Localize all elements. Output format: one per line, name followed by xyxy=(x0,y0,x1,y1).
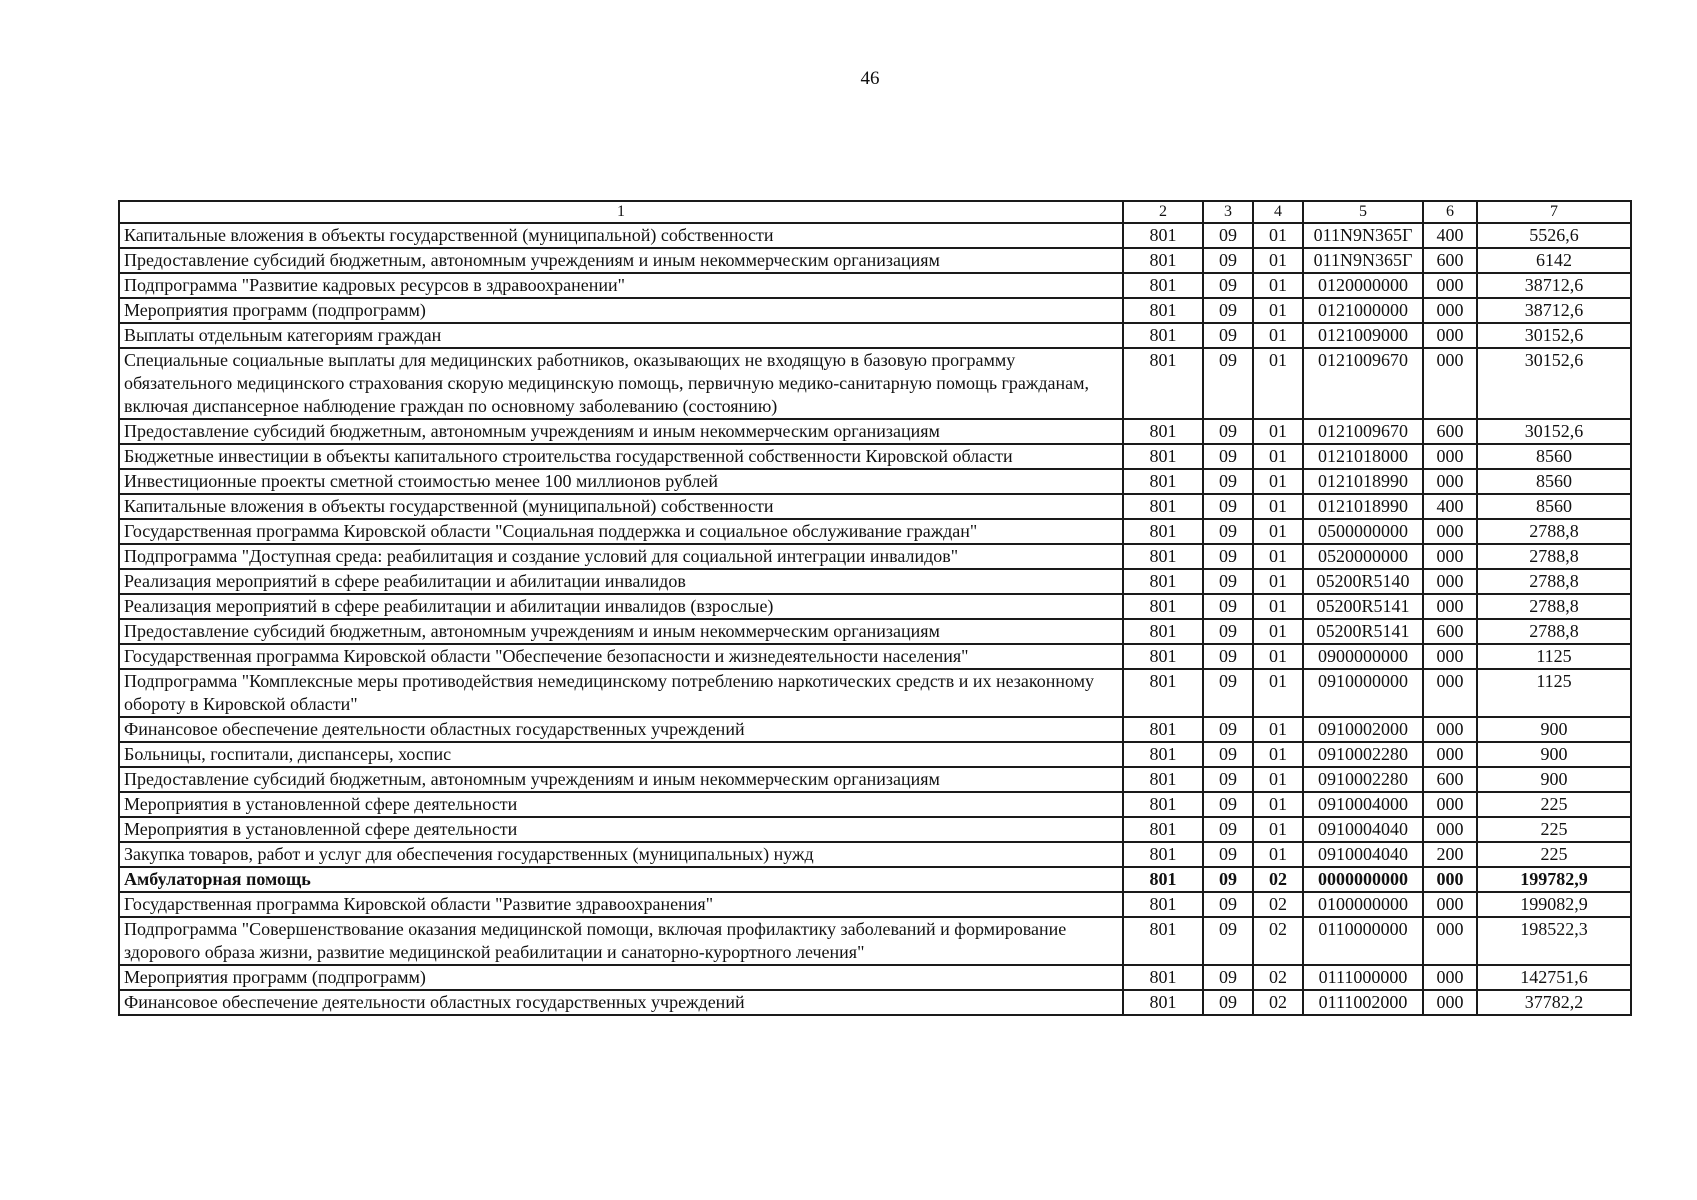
code-cell-6: 000 xyxy=(1423,544,1477,569)
code-cell-6: 000 xyxy=(1423,348,1477,419)
code-cell-3: 09 xyxy=(1203,348,1253,419)
header-row xyxy=(119,201,1631,223)
table-row xyxy=(119,867,1631,892)
amount-cell: 199782,9 xyxy=(1477,867,1631,892)
code-cell-5: 0121009670 xyxy=(1303,419,1423,444)
code-cell-4: 01 xyxy=(1253,842,1303,867)
table-row xyxy=(119,348,1631,419)
code-cell-5: 0121000000 xyxy=(1303,298,1423,323)
code-cell-3: 09 xyxy=(1203,842,1253,867)
code-cell-4: 02 xyxy=(1253,892,1303,917)
code-cell-6: 000 xyxy=(1423,519,1477,544)
code-cell-3: 09 xyxy=(1203,544,1253,569)
code-cell-3: 09 xyxy=(1203,323,1253,348)
row-name-cell: Закупка товаров, работ и услуг для обеспечения государственных (муниципальных) нужд xyxy=(119,842,1123,867)
code-cell-3: 09 xyxy=(1203,965,1253,990)
code-cell-6: 000 xyxy=(1423,990,1477,1015)
amount-cell: 2788,8 xyxy=(1477,619,1631,644)
row-name-cell: Мероприятия программ (подпрограмм) xyxy=(119,965,1123,990)
code-cell-2: 801 xyxy=(1123,419,1203,444)
code-cell-3: 09 xyxy=(1203,248,1253,273)
code-cell-2: 801 xyxy=(1123,223,1203,248)
code-cell-6: 000 xyxy=(1423,298,1477,323)
code-cell-3: 09 xyxy=(1203,444,1253,469)
amount-cell: 5526,6 xyxy=(1477,223,1631,248)
code-cell-2: 801 xyxy=(1123,594,1203,619)
column-header: 5 xyxy=(1303,201,1423,223)
amount-cell: 1125 xyxy=(1477,644,1631,669)
code-cell-4: 01 xyxy=(1253,273,1303,298)
code-cell-2: 801 xyxy=(1123,348,1203,419)
column-header: 1 xyxy=(119,201,1123,223)
code-cell-4: 01 xyxy=(1253,717,1303,742)
code-cell-4: 02 xyxy=(1253,990,1303,1015)
code-cell-5: 0121018990 xyxy=(1303,494,1423,519)
code-cell-5: 05200R5140 xyxy=(1303,569,1423,594)
code-cell-5: 0900000000 xyxy=(1303,644,1423,669)
code-cell-4: 01 xyxy=(1253,544,1303,569)
amount-cell: 30152,6 xyxy=(1477,348,1631,419)
budget-table xyxy=(118,200,1632,1016)
code-cell-4: 02 xyxy=(1253,867,1303,892)
code-cell-4: 01 xyxy=(1253,223,1303,248)
code-cell-5: 0520000000 xyxy=(1303,544,1423,569)
code-cell-2: 801 xyxy=(1123,669,1203,717)
code-cell-3: 09 xyxy=(1203,990,1253,1015)
table-row xyxy=(119,594,1631,619)
column-header: 3 xyxy=(1203,201,1253,223)
code-cell-2: 801 xyxy=(1123,544,1203,569)
code-cell-5: 011N9N365Г xyxy=(1303,223,1423,248)
amount-cell: 142751,6 xyxy=(1477,965,1631,990)
page-number: 46 xyxy=(860,68,880,89)
code-cell-3: 09 xyxy=(1203,742,1253,767)
code-cell-2: 801 xyxy=(1123,717,1203,742)
table-row xyxy=(119,917,1631,965)
code-cell-3: 09 xyxy=(1203,298,1253,323)
code-cell-6: 000 xyxy=(1423,594,1477,619)
amount-cell: 8560 xyxy=(1477,469,1631,494)
table-row xyxy=(119,892,1631,917)
code-cell-2: 801 xyxy=(1123,867,1203,892)
code-cell-5: 0910000000 xyxy=(1303,669,1423,717)
code-cell-4: 01 xyxy=(1253,419,1303,444)
row-name-cell: Подпрограмма "Комплексные меры противодействия немедицинскому потреблению наркотических средств и их незаконному обороту в Кировской области" xyxy=(119,669,1123,717)
table-row xyxy=(119,273,1631,298)
column-header: 4 xyxy=(1253,201,1303,223)
code-cell-4: 01 xyxy=(1253,298,1303,323)
amount-cell: 38712,6 xyxy=(1477,273,1631,298)
code-cell-5: 0910002000 xyxy=(1303,717,1423,742)
code-cell-2: 801 xyxy=(1123,323,1203,348)
row-name-cell: Больницы, госпитали, диспансеры, хоспис xyxy=(119,742,1123,767)
code-cell-3: 09 xyxy=(1203,223,1253,248)
table-row xyxy=(119,990,1631,1015)
code-cell-4: 01 xyxy=(1253,792,1303,817)
code-cell-2: 801 xyxy=(1123,469,1203,494)
code-cell-2: 801 xyxy=(1123,644,1203,669)
code-cell-4: 01 xyxy=(1253,248,1303,273)
code-cell-4: 01 xyxy=(1253,444,1303,469)
code-cell-4: 01 xyxy=(1253,619,1303,644)
code-cell-4: 01 xyxy=(1253,742,1303,767)
code-cell-5: 0500000000 xyxy=(1303,519,1423,544)
code-cell-6: 000 xyxy=(1423,892,1477,917)
code-cell-2: 801 xyxy=(1123,792,1203,817)
amount-cell: 38712,6 xyxy=(1477,298,1631,323)
row-name-cell: Капитальные вложения в объекты государственной (муниципальной) собственности xyxy=(119,494,1123,519)
code-cell-6: 000 xyxy=(1423,323,1477,348)
amount-cell: 900 xyxy=(1477,717,1631,742)
code-cell-5: 0121018000 xyxy=(1303,444,1423,469)
code-cell-2: 801 xyxy=(1123,892,1203,917)
code-cell-2: 801 xyxy=(1123,817,1203,842)
row-name-cell: Реализация мероприятий в сфере реабилитации и абилитации инвалидов (взрослые) xyxy=(119,594,1123,619)
code-cell-5: 0910002280 xyxy=(1303,767,1423,792)
code-cell-6: 000 xyxy=(1423,917,1477,965)
code-cell-2: 801 xyxy=(1123,990,1203,1015)
code-cell-6: 200 xyxy=(1423,842,1477,867)
code-cell-3: 09 xyxy=(1203,273,1253,298)
table-row xyxy=(119,248,1631,273)
code-cell-5: 0910002280 xyxy=(1303,742,1423,767)
code-cell-3: 09 xyxy=(1203,917,1253,965)
table-row xyxy=(119,792,1631,817)
code-cell-3: 09 xyxy=(1203,767,1253,792)
code-cell-2: 801 xyxy=(1123,965,1203,990)
code-cell-6: 000 xyxy=(1423,444,1477,469)
code-cell-3: 09 xyxy=(1203,494,1253,519)
code-cell-5: 0100000000 xyxy=(1303,892,1423,917)
row-name-cell: Предоставление субсидий бюджетным, автономным учреждениям и иным некоммерческим организациям xyxy=(119,419,1123,444)
table-row xyxy=(119,619,1631,644)
code-cell-2: 801 xyxy=(1123,494,1203,519)
table-body xyxy=(119,223,1631,1015)
table-row xyxy=(119,298,1631,323)
amount-cell: 37782,2 xyxy=(1477,990,1631,1015)
code-cell-3: 09 xyxy=(1203,669,1253,717)
table-row xyxy=(119,965,1631,990)
code-cell-3: 09 xyxy=(1203,792,1253,817)
table-row xyxy=(119,323,1631,348)
code-cell-6: 400 xyxy=(1423,223,1477,248)
code-cell-5: 0910004000 xyxy=(1303,792,1423,817)
row-name-cell: Бюджетные инвестиции в объекты капитального строительства государственной собственности Кировской области xyxy=(119,444,1123,469)
code-cell-3: 09 xyxy=(1203,619,1253,644)
code-cell-2: 801 xyxy=(1123,569,1203,594)
code-cell-2: 801 xyxy=(1123,248,1203,273)
code-cell-6: 000 xyxy=(1423,867,1477,892)
amount-cell: 225 xyxy=(1477,842,1631,867)
code-cell-4: 01 xyxy=(1253,494,1303,519)
code-cell-5: 0910004040 xyxy=(1303,817,1423,842)
table-row xyxy=(119,669,1631,717)
table-row xyxy=(119,717,1631,742)
code-cell-5: 0111002000 xyxy=(1303,990,1423,1015)
row-name-cell: Специальные социальные выплаты для медицинских работников, оказывающих не входящую в базовую программу обязательного медицинского страхования скорую медицинскую помощь, первичную медико-санитарную помощь гражданам, включая диспансерное наблюдение граждан по основному заболеванию (состоянию) xyxy=(119,348,1123,419)
code-cell-4: 01 xyxy=(1253,767,1303,792)
code-cell-5: 05200R5141 xyxy=(1303,619,1423,644)
code-cell-3: 09 xyxy=(1203,594,1253,619)
code-cell-2: 801 xyxy=(1123,444,1203,469)
code-cell-5: 0111000000 xyxy=(1303,965,1423,990)
code-cell-2: 801 xyxy=(1123,842,1203,867)
code-cell-4: 01 xyxy=(1253,594,1303,619)
code-cell-6: 600 xyxy=(1423,767,1477,792)
code-cell-5: 05200R5141 xyxy=(1303,594,1423,619)
row-name-cell: Выплаты отдельным категориям граждан xyxy=(119,323,1123,348)
code-cell-6: 000 xyxy=(1423,792,1477,817)
code-cell-3: 09 xyxy=(1203,419,1253,444)
amount-cell: 1125 xyxy=(1477,669,1631,717)
code-cell-4: 01 xyxy=(1253,669,1303,717)
code-cell-6: 600 xyxy=(1423,619,1477,644)
code-cell-6: 000 xyxy=(1423,644,1477,669)
code-cell-6: 000 xyxy=(1423,469,1477,494)
code-cell-2: 801 xyxy=(1123,519,1203,544)
code-cell-6: 000 xyxy=(1423,273,1477,298)
amount-cell: 199082,9 xyxy=(1477,892,1631,917)
code-cell-6: 000 xyxy=(1423,817,1477,842)
code-cell-4: 01 xyxy=(1253,817,1303,842)
table-row xyxy=(119,444,1631,469)
row-name-cell: Предоставление субсидий бюджетным, автономным учреждениям и иным некоммерческим организациям xyxy=(119,619,1123,644)
code-cell-3: 09 xyxy=(1203,867,1253,892)
row-name-cell: Амбулаторная помощь xyxy=(119,867,1123,892)
code-cell-2: 801 xyxy=(1123,619,1203,644)
table-row xyxy=(119,767,1631,792)
code-cell-6: 600 xyxy=(1423,248,1477,273)
row-name-cell: Мероприятия в установленной сфере деятельности xyxy=(119,817,1123,842)
amount-cell: 225 xyxy=(1477,792,1631,817)
column-header: 6 xyxy=(1423,201,1477,223)
code-cell-6: 400 xyxy=(1423,494,1477,519)
code-cell-2: 801 xyxy=(1123,767,1203,792)
code-cell-4: 01 xyxy=(1253,519,1303,544)
column-header: 7 xyxy=(1477,201,1631,223)
code-cell-6: 000 xyxy=(1423,742,1477,767)
amount-cell: 2788,8 xyxy=(1477,519,1631,544)
code-cell-5: 0121009000 xyxy=(1303,323,1423,348)
table-row xyxy=(119,519,1631,544)
row-name-cell: Предоставление субсидий бюджетным, автономным учреждениям и иным некоммерческим организациям xyxy=(119,248,1123,273)
amount-cell: 198522,3 xyxy=(1477,917,1631,965)
code-cell-2: 801 xyxy=(1123,298,1203,323)
amount-cell: 2788,8 xyxy=(1477,594,1631,619)
code-cell-5: 0000000000 xyxy=(1303,867,1423,892)
code-cell-3: 09 xyxy=(1203,519,1253,544)
row-name-cell: Реализация мероприятий в сфере реабилитации и абилитации инвалидов xyxy=(119,569,1123,594)
amount-cell: 2788,8 xyxy=(1477,544,1631,569)
column-header: 2 xyxy=(1123,201,1203,223)
table-row xyxy=(119,817,1631,842)
code-cell-4: 01 xyxy=(1253,323,1303,348)
table-row xyxy=(119,419,1631,444)
table-row xyxy=(119,742,1631,767)
table-row xyxy=(119,469,1631,494)
row-name-cell: Подпрограмма "Развитие кадровых ресурсов в здравоохранении" xyxy=(119,273,1123,298)
amount-cell: 8560 xyxy=(1477,494,1631,519)
amount-cell: 8560 xyxy=(1477,444,1631,469)
code-cell-3: 09 xyxy=(1203,469,1253,494)
row-name-cell: Финансовое обеспечение деятельности областных государственных учреждений xyxy=(119,717,1123,742)
code-cell-4: 02 xyxy=(1253,917,1303,965)
code-cell-3: 09 xyxy=(1203,717,1253,742)
code-cell-6: 600 xyxy=(1423,419,1477,444)
code-cell-5: 0121009670 xyxy=(1303,348,1423,419)
code-cell-2: 801 xyxy=(1123,917,1203,965)
code-cell-3: 09 xyxy=(1203,817,1253,842)
amount-cell: 30152,6 xyxy=(1477,419,1631,444)
code-cell-5: 0910004040 xyxy=(1303,842,1423,867)
code-cell-3: 09 xyxy=(1203,569,1253,594)
code-cell-5: 0121018990 xyxy=(1303,469,1423,494)
code-cell-4: 01 xyxy=(1253,469,1303,494)
code-cell-6: 000 xyxy=(1423,717,1477,742)
code-cell-6: 000 xyxy=(1423,569,1477,594)
table-row xyxy=(119,494,1631,519)
amount-cell: 900 xyxy=(1477,742,1631,767)
code-cell-2: 801 xyxy=(1123,742,1203,767)
amount-cell: 6142 xyxy=(1477,248,1631,273)
amount-cell: 30152,6 xyxy=(1477,323,1631,348)
amount-cell: 900 xyxy=(1477,767,1631,792)
code-cell-5: 0120000000 xyxy=(1303,273,1423,298)
row-name-cell: Предоставление субсидий бюджетным, автономным учреждениям и иным некоммерческим организациям xyxy=(119,767,1123,792)
row-name-cell: Подпрограмма "Доступная среда: реабилитация и создание условий для социальной интеграции инвалидов" xyxy=(119,544,1123,569)
row-name-cell: Капитальные вложения в объекты государственной (муниципальной) собственности xyxy=(119,223,1123,248)
amount-cell: 2788,8 xyxy=(1477,569,1631,594)
code-cell-6: 000 xyxy=(1423,965,1477,990)
code-cell-4: 01 xyxy=(1253,644,1303,669)
code-cell-2: 801 xyxy=(1123,273,1203,298)
code-cell-5: 011N9N365Г xyxy=(1303,248,1423,273)
row-name-cell: Финансовое обеспечение деятельности областных государственных учреждений xyxy=(119,990,1123,1015)
code-cell-3: 09 xyxy=(1203,644,1253,669)
row-name-cell: Государственная программа Кировской области "Социальная поддержка и социальное обслуживание граждан" xyxy=(119,519,1123,544)
code-cell-4: 02 xyxy=(1253,965,1303,990)
code-cell-5: 0110000000 xyxy=(1303,917,1423,965)
table-row xyxy=(119,544,1631,569)
row-name-cell: Государственная программа Кировской области "Обеспечение безопасности и жизнедеятельности населения" xyxy=(119,644,1123,669)
row-name-cell: Государственная программа Кировской области "Развитие здравоохранения" xyxy=(119,892,1123,917)
row-name-cell: Инвестиционные проекты сметной стоимостью менее 100 миллионов рублей xyxy=(119,469,1123,494)
code-cell-4: 01 xyxy=(1253,348,1303,419)
table-row xyxy=(119,223,1631,248)
code-cell-4: 01 xyxy=(1253,569,1303,594)
table-row xyxy=(119,842,1631,867)
table-row xyxy=(119,569,1631,594)
code-cell-3: 09 xyxy=(1203,892,1253,917)
row-name-cell: Мероприятия программ (подпрограмм) xyxy=(119,298,1123,323)
table-row xyxy=(119,644,1631,669)
row-name-cell: Подпрограмма "Совершенствование оказания медицинской помощи, включая профилактику заболеваний и формирование здорового образа жизни, развитие медицинской реабилитации и санаторно-курортного лечения" xyxy=(119,917,1123,965)
code-cell-6: 000 xyxy=(1423,669,1477,717)
amount-cell: 225 xyxy=(1477,817,1631,842)
row-name-cell: Мероприятия в установленной сфере деятельности xyxy=(119,792,1123,817)
